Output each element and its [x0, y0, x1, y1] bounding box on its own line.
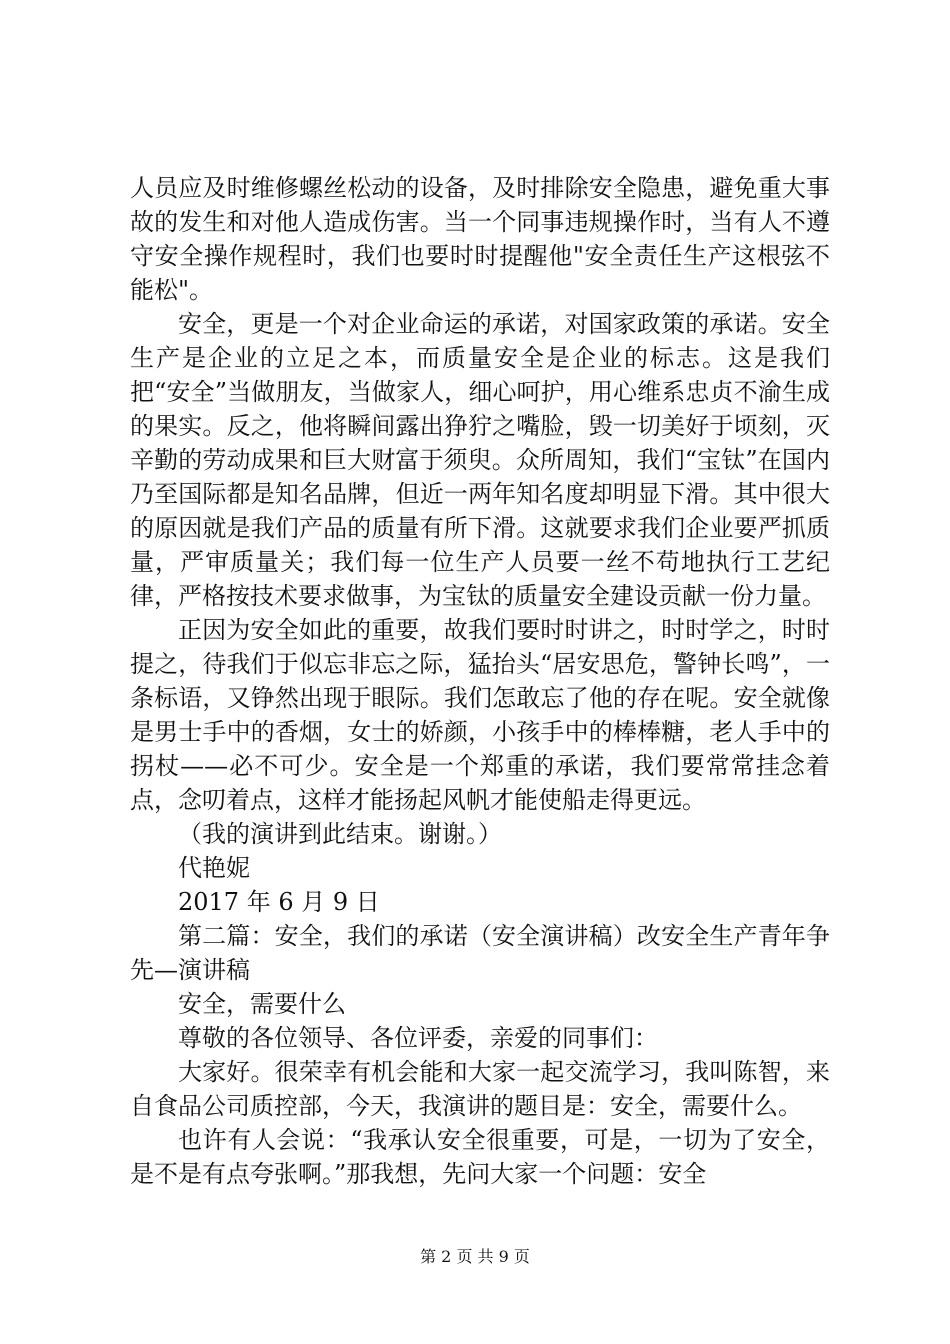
speech-title: 安全，需要什么 — [178, 990, 346, 1018]
page-number: 第 2 页 共 9 页 — [420, 1247, 530, 1266]
document-body — [130, 171, 830, 1191]
paragraph-continuation: 人员应及时维修螺丝松动的设备，及时排除安全隐患，避免重大事故的发生和对他人造成伤害。当一个同事违规操作时，当有人不遵守安全操作规程时，我们也要时时提醒他"安全责任生产这根弦不能松"。 — [130, 174, 830, 304]
speech-date: 2017 年 6 月 9 日 — [178, 888, 380, 916]
salutation: 尊敬的各位领导、各位评委，亲爱的同事们： — [178, 1024, 658, 1052]
author-name: 代艳妮 — [178, 854, 250, 882]
paragraph-greeting: 大家好。很荣幸有机会能和大家一起交流学习，我叫陈智，来自食品公司质控部，今天，我演讲的题目是：安全，需要什么。 — [130, 1058, 830, 1120]
paragraph-safety-promise: 安全，更是一个对企业命运的承诺，对国家政策的承诺。安全生产是企业的立足之本，而质量安全是企业的标志。这是我们把“安全”当做朋友，当做家人，细心呵护，用心维系忠贞不渝生成的果实。反之，他将瞬间露出狰狞之嘴脸，毁一切美好于顷刻，灭辛勤的劳动成果和巨大财富于须臾。众所周知，我们“宝钛”在国内乃至国际都是知名品牌，但近一两年知名度却明显下滑。其中很大的原因就是我们产品的质量有所下滑。这就要求我们企业要严抓质量，严审质量关；我们每一位生产人员要一丝不苟地执行工艺纪律，严格按技术要求做事，为宝钛的质量安全建设贡献一份力量。 — [130, 310, 830, 610]
section-heading: 第二篇：安全，我们的承诺（安全演讲稿）改安全生产青年争先—演讲稿 — [130, 922, 830, 984]
paragraph-closing: （我的演讲到此结束。谢谢。） — [178, 820, 502, 848]
paragraph-question: 也许有人会说：“我承认安全很重要，可是，一切为了安全，是不是有点夸张啊。”那我想，先问大家一个问题：安全 — [130, 1126, 830, 1188]
paragraph-importance: 正因为安全如此的重要，故我们要时时讲之，时时学之，时时提之，待我们于似忘非忘之际，猛抬头“居安思危，警钟长鸣”，一条标语，又铮然出现于眼际。我们怎敢忘了他的存在呢。安全就像是男士手中的香烟，女士的娇颜，小孩手中的棒棒糖，老人手中的拐杖——必不可少。安全是一个郑重的承诺，我们要常常挂念着点，念叨着点，这样才能扬起风帆才能使船走得更远。 — [130, 616, 830, 814]
